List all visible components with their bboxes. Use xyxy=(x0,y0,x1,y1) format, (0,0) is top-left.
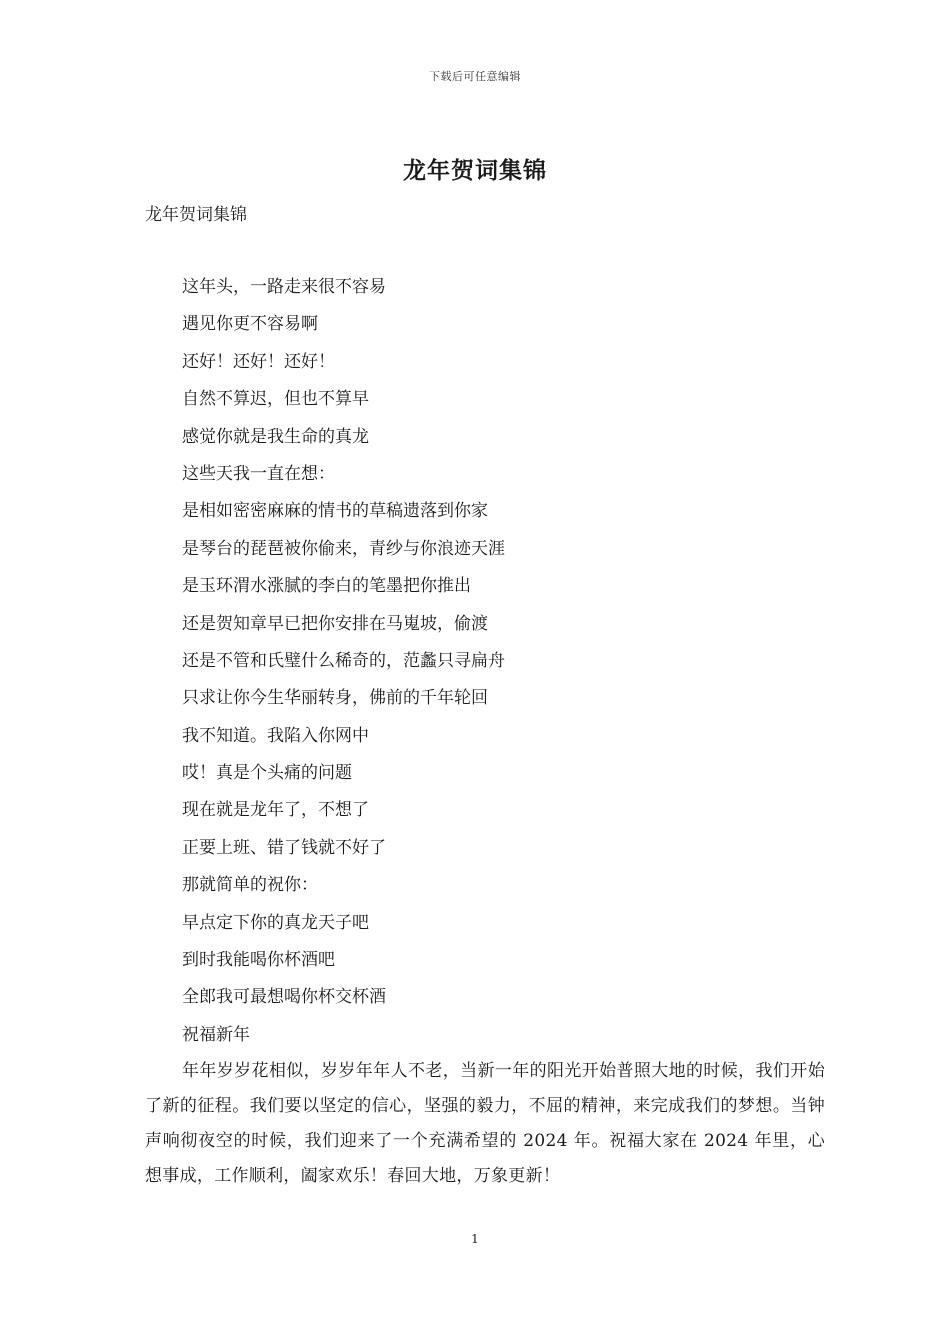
poem-line: 自然不算迟，但也不算早 xyxy=(182,389,369,410)
poem-line: 现在就是龙年了，不想了 xyxy=(182,800,369,821)
poem-line: 早点定下你的真龙天子吧 xyxy=(182,912,369,933)
poem-line: 全郎我可最想喝你杯交杯酒 xyxy=(182,987,386,1008)
poem-line: 还是贺知章早已把你安排在马嵬坡，偷渡 xyxy=(182,613,488,634)
poem-line: 是相如密密麻麻的情书的草稿遗落到你家 xyxy=(182,501,488,522)
poem-line: 感觉你就是我生命的真龙 xyxy=(182,426,369,447)
page-number: 1 xyxy=(471,1232,479,1246)
poem-line: 我不知道。我陷入你网中 xyxy=(182,725,369,746)
poem-line: 这年头，一路走来很不容易 xyxy=(182,277,386,297)
poem-line: 哎！真是个头痛的问题 xyxy=(182,763,352,784)
poem-line: 还好！还好！还好！ xyxy=(182,351,335,372)
document-title: 龙年贺词集锦 xyxy=(403,157,547,184)
poem-line: 祝福新年 xyxy=(182,1024,250,1045)
poem-line: 到时我能喝你杯酒吧 xyxy=(182,950,335,971)
body-paragraph: 年年岁岁花相似，岁岁年年人不老，当新一年的阳光开始普照大地的时候，我们开始了新的征程。我们要以坚定的信心，坚强的毅力，不屈的精神，来完成我们的梦想。当钟声响彻夜空的时候，我们迎来了一个充满希望的 2024 年。祝福大家在 2024 年里，心想事成，工作顺利，阖家欢乐！春回大地，万象更新！ xyxy=(145,1061,825,1186)
poem-line: 是玉环渭水涨腻的李白的笔墨把你推出 xyxy=(182,576,471,597)
header-note: 下载后可任意编辑 xyxy=(429,70,521,83)
poem-line: 遇见你更不容易啊 xyxy=(182,314,318,335)
poem-line: 还是不管和氏璧什么稀奇的，范蠡只寻扁舟 xyxy=(182,650,505,671)
poem-line: 这些天我一直在想： xyxy=(182,463,335,484)
poem-line: 是琴台的琵琶被你偷来，青纱与你浪迹天涯 xyxy=(182,538,505,559)
poem-line: 只求让你今生华丽转身，佛前的千年轮回 xyxy=(182,688,488,709)
document-subtitle: 龙年贺词集锦 xyxy=(145,205,247,225)
poem xyxy=(182,272,505,1057)
poem-line: 那就简单的祝你： xyxy=(182,875,318,896)
poem-line: 正要上班、错了钱就不好了 xyxy=(182,837,386,858)
